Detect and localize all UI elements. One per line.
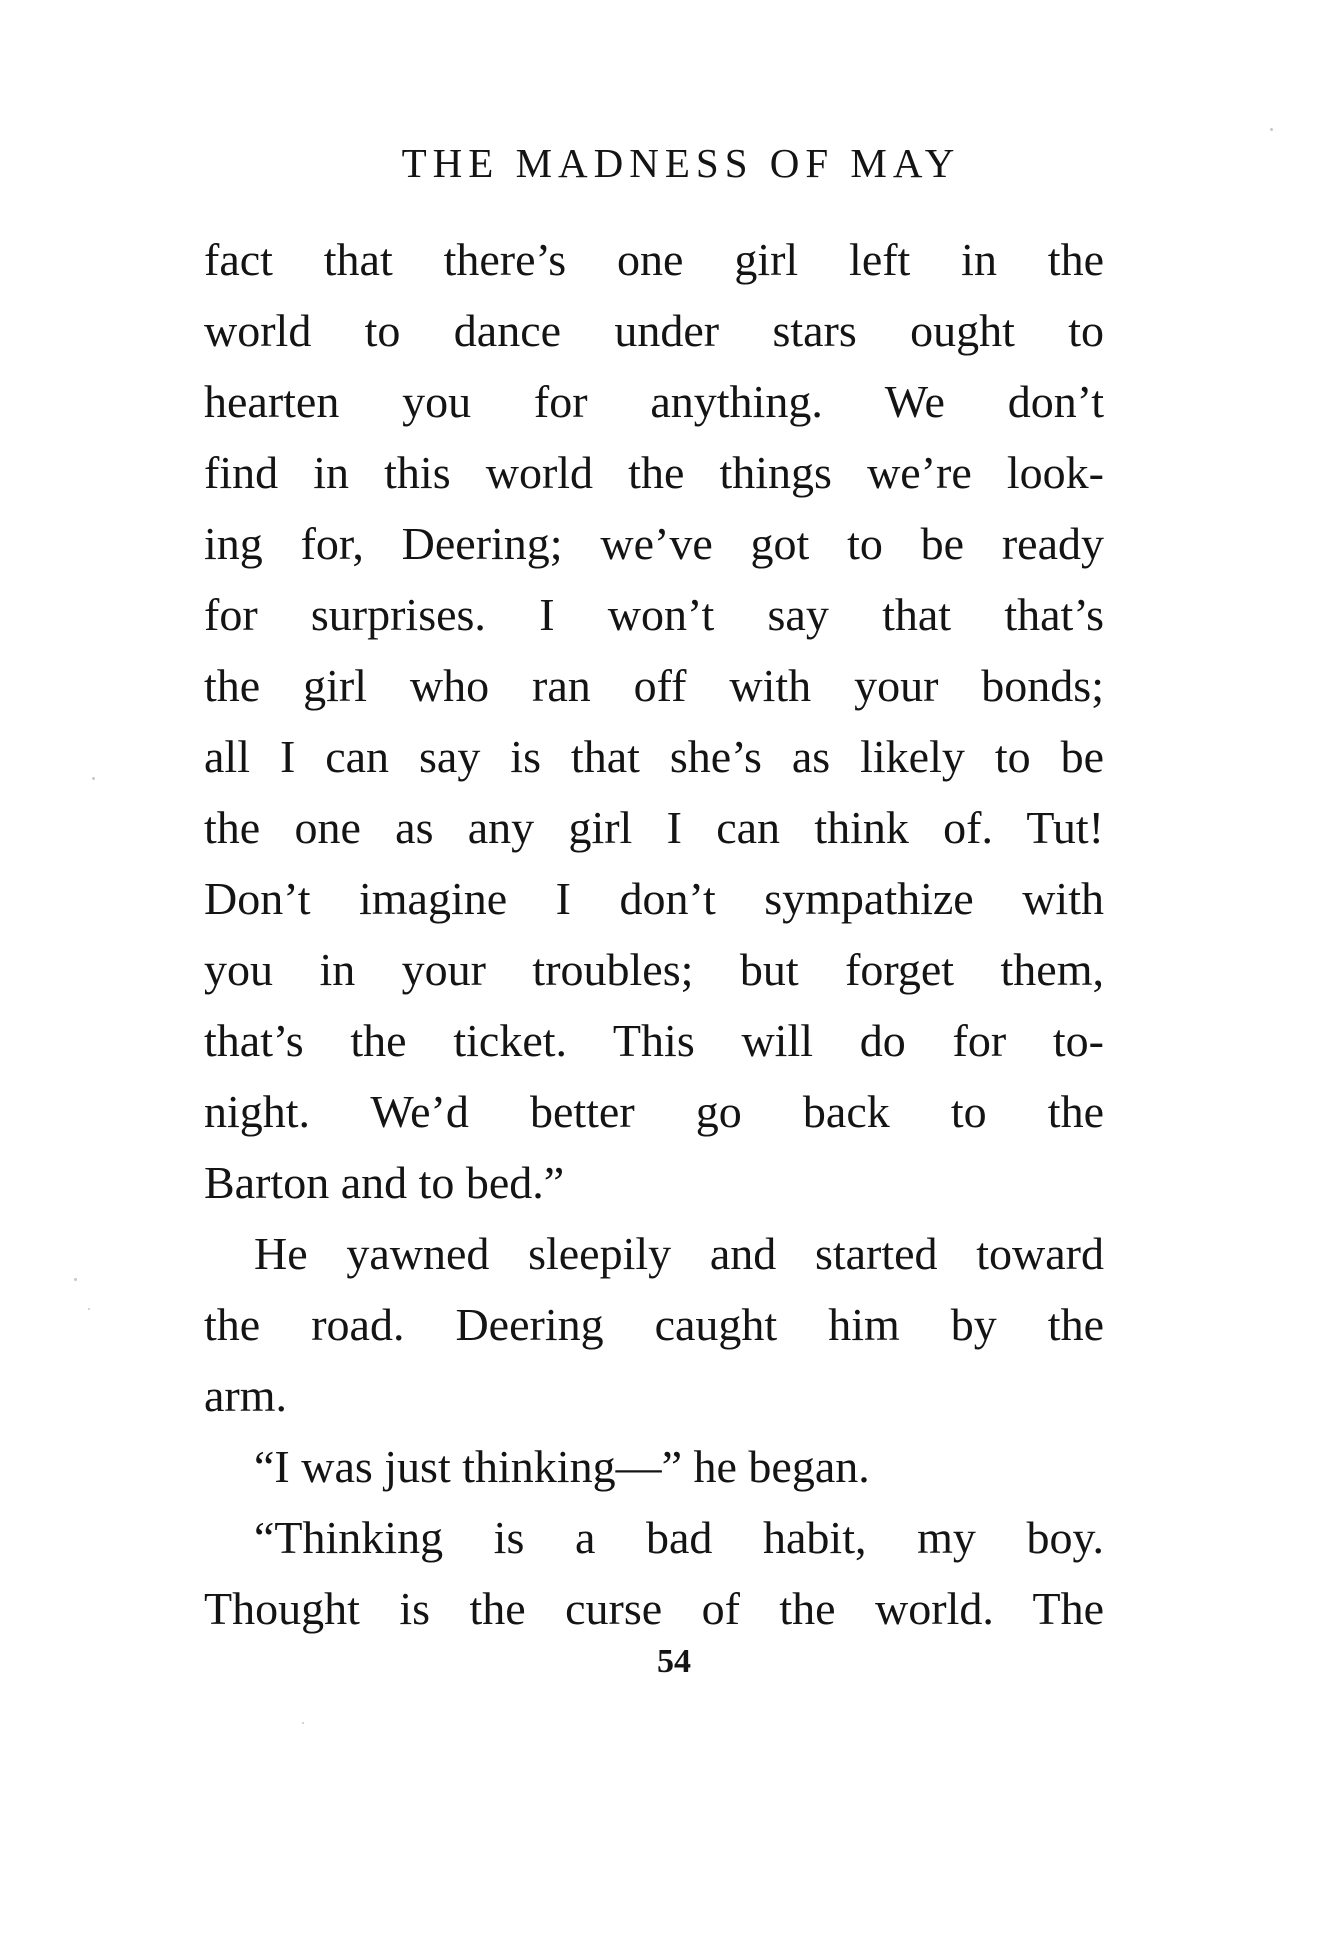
text-line: Thought is the curse of the world. The — [204, 1583, 1104, 1634]
paragraph-end-line: Barton and to bed.” — [204, 1157, 565, 1208]
page-number: 54 — [657, 1643, 691, 1680]
text-line: ing for, Deering; we’ve got to be ready — [204, 518, 1104, 569]
text-line: for surprises. I won’t say that that’s — [204, 589, 1104, 640]
text-line: night. We’d better go back to the — [204, 1086, 1104, 1137]
text-line: that’s the ticket. This will do for to- — [204, 1015, 1104, 1066]
running-head: THE MADNESS OF MAY — [401, 140, 961, 186]
paper-speck — [92, 777, 95, 780]
paper-speck — [302, 1722, 304, 1724]
paragraph-start-line: “Thinking is a bad habit, my boy. — [254, 1512, 1104, 1563]
text-line: Don’t imagine I don’t sympathize with — [204, 873, 1104, 924]
text-line: find in this world the things we’re look- — [204, 447, 1104, 498]
paper-speck — [88, 1308, 90, 1310]
text-line: all I can say is that she’s as likely to be — [204, 731, 1104, 782]
text-line: hearten you for anything. We don’t — [204, 376, 1104, 427]
text-line: the road. Deering caught him by the — [204, 1299, 1104, 1350]
text-line: you in your troubles; but forget them, — [204, 944, 1104, 995]
paper-speck — [74, 1278, 77, 1281]
text-line: the one as any girl I can think of. Tut! — [204, 802, 1104, 853]
body-text — [204, 224, 1104, 1644]
paragraph-single-line: “I was just thinking—” he began. — [254, 1441, 870, 1492]
paper-speck — [1270, 128, 1273, 131]
paragraph-start-line: He yawned sleepily and started toward — [254, 1228, 1104, 1279]
text-line: fact that there’s one girl left in the — [204, 234, 1104, 285]
paragraph-end-line: arm. — [204, 1370, 288, 1421]
text-line: the girl who ran off with your bonds; — [204, 660, 1104, 711]
text-line: world to dance under stars ought to — [204, 305, 1104, 356]
